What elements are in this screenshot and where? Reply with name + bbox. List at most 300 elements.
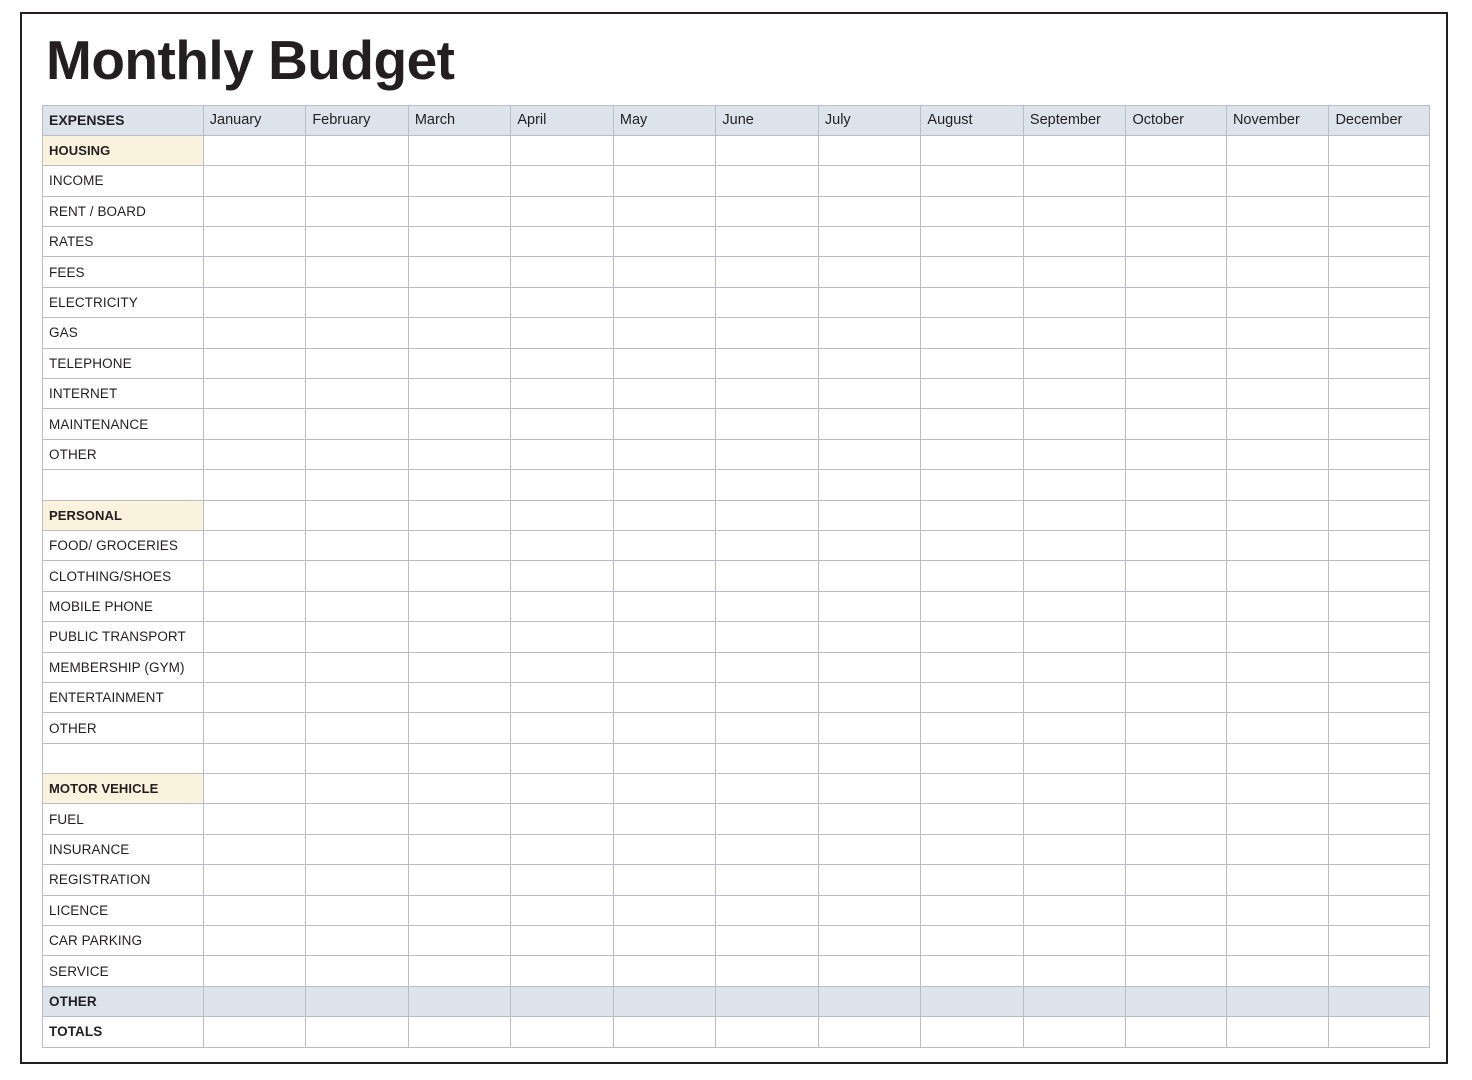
budget-cell[interactable] (511, 166, 614, 196)
budget-cell[interactable] (511, 500, 614, 530)
budget-cell[interactable] (921, 439, 1024, 469)
budget-cell[interactable] (1126, 135, 1227, 165)
budget-cell[interactable] (1226, 379, 1329, 409)
budget-cell[interactable] (1023, 926, 1126, 956)
budget-cell[interactable] (1126, 682, 1227, 712)
budget-cell[interactable] (1329, 196, 1430, 226)
budget-cell[interactable] (408, 774, 511, 804)
budget-cell[interactable] (613, 713, 716, 743)
budget-cell[interactable] (306, 318, 409, 348)
budget-cell[interactable] (1226, 561, 1329, 591)
budget-cell[interactable] (408, 986, 511, 1016)
budget-cell[interactable] (1126, 865, 1227, 895)
budget-cell[interactable] (203, 470, 306, 500)
budget-cell[interactable] (511, 956, 614, 986)
budget-cell[interactable] (511, 561, 614, 591)
budget-cell[interactable] (921, 530, 1024, 560)
budget-cell[interactable] (306, 135, 409, 165)
budget-cell[interactable] (511, 318, 614, 348)
budget-cell[interactable] (921, 591, 1024, 621)
budget-cell[interactable] (921, 135, 1024, 165)
budget-cell[interactable] (921, 1017, 1024, 1047)
budget-cell[interactable] (716, 500, 819, 530)
budget-cell[interactable] (1126, 409, 1227, 439)
budget-cell[interactable] (1023, 500, 1126, 530)
budget-cell[interactable] (818, 622, 921, 652)
budget-cell[interactable] (1329, 652, 1430, 682)
budget-cell[interactable] (716, 135, 819, 165)
budget-cell[interactable] (921, 652, 1024, 682)
budget-cell[interactable] (1226, 622, 1329, 652)
budget-cell[interactable] (613, 865, 716, 895)
budget-cell[interactable] (1329, 439, 1430, 469)
budget-cell[interactable] (818, 287, 921, 317)
budget-cell[interactable] (306, 926, 409, 956)
budget-cell[interactable] (613, 318, 716, 348)
budget-cell[interactable] (1329, 561, 1430, 591)
budget-cell[interactable] (1126, 227, 1227, 257)
budget-cell[interactable] (1226, 834, 1329, 864)
budget-cell[interactable] (1226, 652, 1329, 682)
budget-cell[interactable] (1023, 834, 1126, 864)
budget-cell[interactable] (1329, 622, 1430, 652)
budget-cell[interactable] (1329, 956, 1430, 986)
budget-cell[interactable] (613, 774, 716, 804)
budget-cell[interactable] (306, 622, 409, 652)
budget-cell[interactable] (1126, 652, 1227, 682)
budget-cell[interactable] (1126, 956, 1227, 986)
budget-cell[interactable] (306, 287, 409, 317)
budget-cell[interactable] (511, 895, 614, 925)
budget-cell[interactable] (818, 1017, 921, 1047)
budget-cell[interactable] (818, 713, 921, 743)
budget-cell[interactable] (613, 135, 716, 165)
budget-cell[interactable] (716, 470, 819, 500)
budget-cell[interactable] (1226, 865, 1329, 895)
budget-cell[interactable] (1023, 986, 1126, 1016)
budget-cell[interactable] (511, 804, 614, 834)
budget-cell[interactable] (203, 379, 306, 409)
budget-cell[interactable] (511, 227, 614, 257)
budget-cell[interactable] (203, 622, 306, 652)
budget-cell[interactable] (203, 318, 306, 348)
budget-cell[interactable] (203, 166, 306, 196)
budget-cell[interactable] (716, 926, 819, 956)
budget-cell[interactable] (613, 986, 716, 1016)
budget-cell[interactable] (511, 986, 614, 1016)
budget-cell[interactable] (1226, 227, 1329, 257)
budget-cell[interactable] (511, 470, 614, 500)
budget-cell[interactable] (1329, 257, 1430, 287)
budget-cell[interactable] (306, 409, 409, 439)
budget-cell[interactable] (716, 439, 819, 469)
budget-cell[interactable] (408, 926, 511, 956)
budget-cell[interactable] (1126, 166, 1227, 196)
budget-cell[interactable] (511, 287, 614, 317)
budget-cell[interactable] (1126, 196, 1227, 226)
budget-cell[interactable] (921, 348, 1024, 378)
budget-cell[interactable] (408, 652, 511, 682)
budget-cell[interactable] (306, 470, 409, 500)
budget-cell[interactable] (203, 561, 306, 591)
budget-cell[interactable] (1126, 895, 1227, 925)
budget-cell[interactable] (716, 895, 819, 925)
budget-cell[interactable] (306, 591, 409, 621)
budget-cell[interactable] (818, 135, 921, 165)
budget-cell[interactable] (1126, 622, 1227, 652)
budget-cell[interactable] (716, 591, 819, 621)
budget-cell[interactable] (1126, 591, 1227, 621)
budget-cell[interactable] (921, 257, 1024, 287)
budget-cell[interactable] (511, 135, 614, 165)
budget-cell[interactable] (921, 318, 1024, 348)
budget-cell[interactable] (921, 743, 1024, 773)
budget-cell[interactable] (716, 409, 819, 439)
budget-cell[interactable] (1023, 743, 1126, 773)
budget-cell[interactable] (1023, 622, 1126, 652)
budget-cell[interactable] (1329, 500, 1430, 530)
budget-cell[interactable] (1329, 379, 1430, 409)
budget-cell[interactable] (511, 743, 614, 773)
budget-cell[interactable] (1226, 743, 1329, 773)
budget-cell[interactable] (613, 926, 716, 956)
budget-cell[interactable] (511, 834, 614, 864)
budget-cell[interactable] (1329, 227, 1430, 257)
budget-cell[interactable] (1023, 227, 1126, 257)
budget-cell[interactable] (1226, 439, 1329, 469)
budget-cell[interactable] (818, 591, 921, 621)
budget-cell[interactable] (408, 470, 511, 500)
budget-cell[interactable] (1329, 682, 1430, 712)
budget-cell[interactable] (921, 682, 1024, 712)
budget-cell[interactable] (716, 348, 819, 378)
budget-cell[interactable] (408, 622, 511, 652)
budget-cell[interactable] (716, 986, 819, 1016)
budget-cell[interactable] (1329, 1017, 1430, 1047)
budget-cell[interactable] (408, 530, 511, 560)
budget-cell[interactable] (1126, 348, 1227, 378)
budget-cell[interactable] (306, 227, 409, 257)
budget-cell[interactable] (818, 774, 921, 804)
budget-cell[interactable] (408, 196, 511, 226)
budget-cell[interactable] (1329, 470, 1430, 500)
budget-cell[interactable] (818, 166, 921, 196)
budget-cell[interactable] (1126, 500, 1227, 530)
budget-cell[interactable] (716, 196, 819, 226)
budget-cell[interactable] (613, 379, 716, 409)
budget-cell[interactable] (306, 1017, 409, 1047)
budget-cell[interactable] (1023, 774, 1126, 804)
budget-cell[interactable] (1023, 652, 1126, 682)
budget-cell[interactable] (613, 227, 716, 257)
budget-cell[interactable] (1329, 318, 1430, 348)
budget-cell[interactable] (818, 743, 921, 773)
budget-cell[interactable] (921, 926, 1024, 956)
budget-cell[interactable] (1329, 287, 1430, 317)
budget-cell[interactable] (408, 227, 511, 257)
budget-cell[interactable] (1329, 409, 1430, 439)
budget-cell[interactable] (716, 561, 819, 591)
budget-cell[interactable] (818, 926, 921, 956)
budget-cell[interactable] (1126, 530, 1227, 560)
budget-cell[interactable] (921, 166, 1024, 196)
budget-cell[interactable] (1329, 166, 1430, 196)
budget-cell[interactable] (306, 682, 409, 712)
budget-cell[interactable] (306, 652, 409, 682)
budget-cell[interactable] (716, 682, 819, 712)
budget-cell[interactable] (1226, 804, 1329, 834)
budget-cell[interactable] (1023, 470, 1126, 500)
budget-cell[interactable] (408, 1017, 511, 1047)
budget-cell[interactable] (1329, 591, 1430, 621)
budget-cell[interactable] (1126, 287, 1227, 317)
budget-cell[interactable] (1126, 439, 1227, 469)
budget-cell[interactable] (1126, 318, 1227, 348)
budget-cell[interactable] (408, 439, 511, 469)
budget-cell[interactable] (921, 865, 1024, 895)
budget-cell[interactable] (1226, 257, 1329, 287)
budget-cell[interactable] (716, 774, 819, 804)
budget-cell[interactable] (818, 895, 921, 925)
budget-cell[interactable] (818, 682, 921, 712)
budget-cell[interactable] (1329, 713, 1430, 743)
budget-cell[interactable] (921, 804, 1024, 834)
budget-cell[interactable] (613, 652, 716, 682)
budget-cell[interactable] (1023, 348, 1126, 378)
budget-cell[interactable] (818, 196, 921, 226)
budget-cell[interactable] (716, 1017, 819, 1047)
budget-cell[interactable] (818, 318, 921, 348)
budget-cell[interactable] (203, 682, 306, 712)
budget-cell[interactable] (408, 318, 511, 348)
budget-cell[interactable] (1126, 713, 1227, 743)
budget-cell[interactable] (1329, 530, 1430, 560)
budget-cell[interactable] (511, 622, 614, 652)
budget-cell[interactable] (408, 257, 511, 287)
budget-cell[interactable] (921, 774, 1024, 804)
budget-cell[interactable] (511, 713, 614, 743)
budget-cell[interactable] (1226, 196, 1329, 226)
budget-cell[interactable] (306, 713, 409, 743)
budget-cell[interactable] (1023, 682, 1126, 712)
budget-cell[interactable] (921, 470, 1024, 500)
budget-cell[interactable] (1226, 166, 1329, 196)
budget-cell[interactable] (1126, 743, 1227, 773)
budget-cell[interactable] (818, 804, 921, 834)
budget-cell[interactable] (1329, 348, 1430, 378)
budget-cell[interactable] (1226, 530, 1329, 560)
budget-cell[interactable] (306, 804, 409, 834)
budget-cell[interactable] (203, 865, 306, 895)
budget-cell[interactable] (203, 287, 306, 317)
budget-cell[interactable] (1023, 409, 1126, 439)
budget-cell[interactable] (613, 561, 716, 591)
budget-cell[interactable] (1329, 895, 1430, 925)
budget-cell[interactable] (1226, 135, 1329, 165)
budget-cell[interactable] (613, 287, 716, 317)
budget-cell[interactable] (1126, 834, 1227, 864)
budget-cell[interactable] (716, 743, 819, 773)
budget-cell[interactable] (613, 956, 716, 986)
budget-cell[interactable] (818, 986, 921, 1016)
budget-cell[interactable] (203, 1017, 306, 1047)
budget-cell[interactable] (408, 804, 511, 834)
budget-cell[interactable] (613, 682, 716, 712)
budget-cell[interactable] (716, 227, 819, 257)
budget-cell[interactable] (408, 379, 511, 409)
budget-cell[interactable] (511, 682, 614, 712)
budget-cell[interactable] (1023, 135, 1126, 165)
budget-cell[interactable] (921, 500, 1024, 530)
budget-cell[interactable] (818, 865, 921, 895)
budget-cell[interactable] (1126, 257, 1227, 287)
budget-cell[interactable] (921, 986, 1024, 1016)
budget-cell[interactable] (511, 652, 614, 682)
budget-cell[interactable] (921, 227, 1024, 257)
budget-cell[interactable] (613, 622, 716, 652)
budget-cell[interactable] (203, 986, 306, 1016)
budget-cell[interactable] (1023, 561, 1126, 591)
budget-cell[interactable] (1126, 926, 1227, 956)
budget-cell[interactable] (306, 196, 409, 226)
budget-cell[interactable] (716, 318, 819, 348)
budget-cell[interactable] (1226, 986, 1329, 1016)
budget-cell[interactable] (818, 470, 921, 500)
budget-cell[interactable] (203, 348, 306, 378)
budget-cell[interactable] (818, 409, 921, 439)
budget-cell[interactable] (203, 743, 306, 773)
budget-cell[interactable] (306, 348, 409, 378)
budget-cell[interactable] (613, 470, 716, 500)
budget-cell[interactable] (1126, 774, 1227, 804)
budget-cell[interactable] (306, 439, 409, 469)
budget-cell[interactable] (1023, 1017, 1126, 1047)
budget-cell[interactable] (306, 774, 409, 804)
budget-cell[interactable] (1126, 470, 1227, 500)
budget-cell[interactable] (306, 743, 409, 773)
budget-cell[interactable] (1023, 956, 1126, 986)
budget-cell[interactable] (511, 774, 614, 804)
budget-cell[interactable] (511, 439, 614, 469)
budget-cell[interactable] (818, 652, 921, 682)
budget-cell[interactable] (511, 348, 614, 378)
budget-cell[interactable] (306, 561, 409, 591)
budget-cell[interactable] (203, 409, 306, 439)
budget-cell[interactable] (408, 348, 511, 378)
budget-cell[interactable] (511, 409, 614, 439)
budget-cell[interactable] (306, 500, 409, 530)
budget-cell[interactable] (716, 713, 819, 743)
budget-cell[interactable] (408, 956, 511, 986)
budget-cell[interactable] (921, 287, 1024, 317)
budget-cell[interactable] (1023, 287, 1126, 317)
budget-cell[interactable] (408, 287, 511, 317)
budget-cell[interactable] (1023, 865, 1126, 895)
budget-cell[interactable] (1329, 743, 1430, 773)
budget-cell[interactable] (306, 895, 409, 925)
budget-cell[interactable] (408, 713, 511, 743)
budget-cell[interactable] (921, 196, 1024, 226)
budget-cell[interactable] (203, 227, 306, 257)
budget-cell[interactable] (408, 500, 511, 530)
budget-cell[interactable] (716, 956, 819, 986)
budget-cell[interactable] (306, 986, 409, 1016)
budget-cell[interactable] (818, 561, 921, 591)
budget-cell[interactable] (613, 409, 716, 439)
budget-cell[interactable] (511, 530, 614, 560)
budget-cell[interactable] (1329, 804, 1430, 834)
budget-cell[interactable] (306, 379, 409, 409)
budget-cell[interactable] (613, 166, 716, 196)
budget-cell[interactable] (1226, 591, 1329, 621)
budget-cell[interactable] (716, 530, 819, 560)
budget-cell[interactable] (408, 834, 511, 864)
budget-cell[interactable] (1226, 500, 1329, 530)
budget-cell[interactable] (203, 652, 306, 682)
budget-cell[interactable] (1023, 895, 1126, 925)
budget-cell[interactable] (716, 257, 819, 287)
budget-cell[interactable] (921, 713, 1024, 743)
budget-cell[interactable] (1329, 135, 1430, 165)
budget-cell[interactable] (306, 530, 409, 560)
budget-cell[interactable] (408, 409, 511, 439)
budget-cell[interactable] (408, 895, 511, 925)
budget-cell[interactable] (1226, 348, 1329, 378)
budget-cell[interactable] (921, 834, 1024, 864)
budget-cell[interactable] (613, 530, 716, 560)
budget-cell[interactable] (306, 257, 409, 287)
budget-cell[interactable] (613, 439, 716, 469)
budget-cell[interactable] (613, 1017, 716, 1047)
budget-cell[interactable] (1126, 986, 1227, 1016)
budget-cell[interactable] (1226, 318, 1329, 348)
budget-cell[interactable] (203, 530, 306, 560)
budget-cell[interactable] (203, 591, 306, 621)
budget-cell[interactable] (613, 196, 716, 226)
budget-cell[interactable] (716, 865, 819, 895)
budget-cell[interactable] (1023, 166, 1126, 196)
budget-cell[interactable] (1226, 895, 1329, 925)
budget-cell[interactable] (921, 895, 1024, 925)
budget-cell[interactable] (1226, 926, 1329, 956)
budget-cell[interactable] (818, 500, 921, 530)
budget-cell[interactable] (716, 652, 819, 682)
budget-cell[interactable] (716, 287, 819, 317)
budget-cell[interactable] (203, 439, 306, 469)
budget-cell[interactable] (408, 682, 511, 712)
budget-cell[interactable] (921, 379, 1024, 409)
budget-cell[interactable] (511, 379, 614, 409)
budget-cell[interactable] (613, 834, 716, 864)
budget-cell[interactable] (203, 804, 306, 834)
budget-cell[interactable] (716, 804, 819, 834)
budget-cell[interactable] (1329, 986, 1430, 1016)
budget-cell[interactable] (613, 804, 716, 834)
budget-cell[interactable] (511, 865, 614, 895)
budget-cell[interactable] (1226, 1017, 1329, 1047)
budget-cell[interactable] (408, 743, 511, 773)
budget-cell[interactable] (1023, 591, 1126, 621)
budget-cell[interactable] (818, 439, 921, 469)
budget-cell[interactable] (511, 1017, 614, 1047)
budget-cell[interactable] (306, 956, 409, 986)
budget-cell[interactable] (306, 834, 409, 864)
budget-cell[interactable] (818, 834, 921, 864)
budget-cell[interactable] (1329, 865, 1430, 895)
budget-cell[interactable] (203, 926, 306, 956)
budget-cell[interactable] (511, 926, 614, 956)
budget-cell[interactable] (1023, 379, 1126, 409)
